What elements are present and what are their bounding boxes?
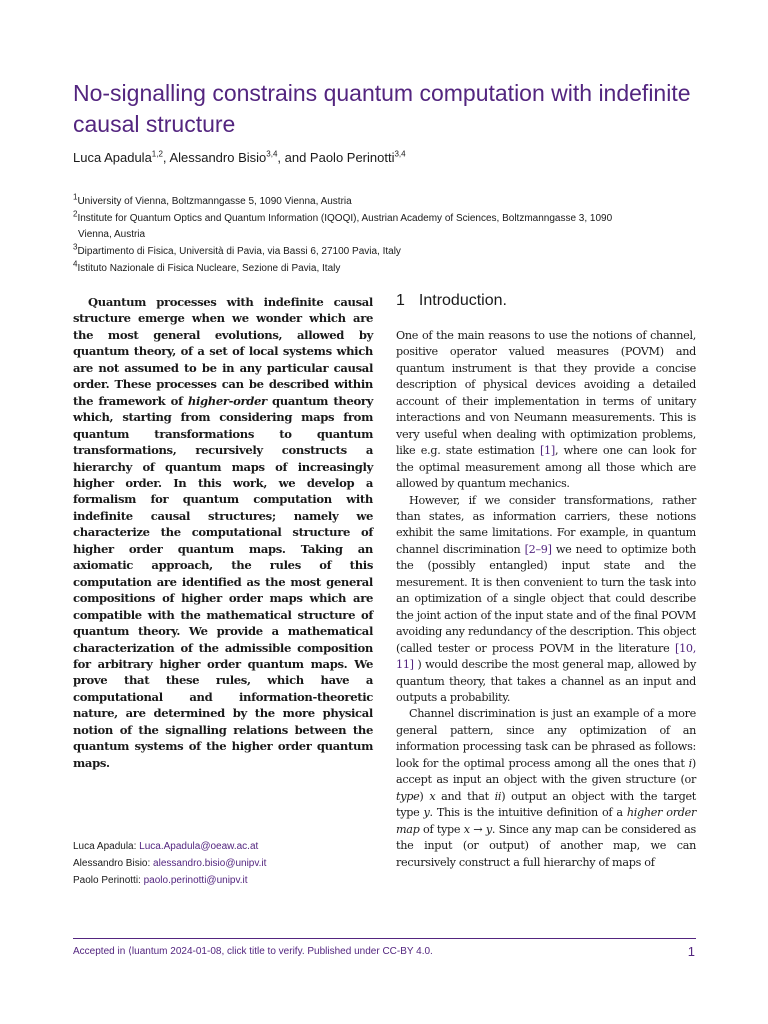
paragraph	[396, 493, 696, 707]
paragraph-text: we need to optimize both the (possibly entangled) input state and the mesurement. It is then convenient to turn the task into an optimization of a single object that could describe the joint action of the input state and of the final POVM avoiding any redundancy of the description. This object (called tester or process POVM in the literature	[396, 542, 696, 655]
math-italic: x → y	[463, 822, 492, 836]
affiliation-number: 4	[73, 259, 78, 269]
paragraph-text: One of the main reasons to use the notions of channel, positive operator valued measures (POVM) and quantum instrument is that they provide a concise description of physical devices avoiding a detailed account of their implementation in terms of unitary interactions and von Neumann measurements. This is very useful when dealing with optimization problems, like e.g. state estimation	[396, 329, 696, 458]
email-author: Paolo Perinotti:	[73, 875, 144, 886]
affiliations	[73, 194, 703, 278]
affiliation-number: 1	[73, 192, 78, 202]
author-list	[73, 150, 406, 165]
email-line	[73, 838, 266, 855]
citation-link[interactable]: [2–9]	[524, 542, 552, 556]
email-link[interactable]: Luca.Apadula@oeaw.ac.at	[139, 841, 259, 852]
author-name: Luca Apadula	[73, 150, 152, 165]
email-link[interactable]: paolo.perinotti@unipv.it	[143, 875, 248, 886]
abstract-emphasis: higher-order	[187, 393, 267, 408]
paragraph	[396, 328, 696, 493]
page-number: 1	[687, 944, 695, 959]
abstract-text: Quantum processes with indefinite causal structure emerge when we wonder which are the most general evolutions, allowed by quantum theory, of a set of local systems which are not assumed to be in any particular causal order. These processes can be described within the framework of	[73, 295, 373, 408]
email-line	[73, 855, 266, 872]
math-italic: x	[429, 789, 436, 803]
paragraph-text: ) accept as input an object with the given structure (or	[396, 756, 696, 787]
citation-link[interactable]: [1]	[539, 444, 555, 458]
section-number: 1	[396, 292, 405, 309]
affiliation	[73, 194, 703, 210]
section-heading	[396, 292, 507, 310]
paragraph	[396, 706, 696, 871]
author-affil-sup: 3,4	[266, 149, 278, 159]
author-name: Alessandro Bisio	[169, 150, 267, 165]
paragraph-text: . Since any map can be considered as the input (or output) of another map, we can recursively construct a full hierarchy of maps of	[396, 822, 696, 869]
paragraph-text: , where one can look for the optimal measurement among all those which are allowed by quantum mechanics.	[396, 444, 697, 491]
affiliation-continuation: Vienna, Austria	[78, 229, 146, 240]
math-italic: i	[688, 756, 692, 770]
affiliation-text: Istituto Nazionale di Fisica Nucleare, Sezione di Pavia, Italy	[77, 263, 341, 274]
affiliation	[73, 244, 703, 260]
author-affil-sup: 3,4	[394, 149, 406, 159]
affiliation	[73, 211, 703, 243]
paragraph-text: However, if we consider transformations, rather than states, as information carriers, these notions exhibit the same limitations. For example, in quantum channel discrimination	[396, 493, 696, 556]
emphasis: higher order map	[396, 806, 696, 836]
footer-divider	[73, 938, 696, 939]
author-emails	[73, 838, 266, 889]
email-author: Luca Apadula:	[73, 841, 140, 852]
paragraph-text: . This is the intuitive definition of a	[429, 806, 627, 820]
section-title: Introduction.	[418, 292, 507, 309]
email-link[interactable]: alessandro.bisio@unipv.it	[153, 858, 267, 869]
math-italic: y	[423, 806, 430, 820]
paragraph-text: ) output an object with the target type	[396, 789, 697, 820]
math-italic: ii	[494, 789, 502, 803]
paragraph-text: ) would describe the most general map, allowed by quantum theory, that takes a channel as an input and outputs a probability.	[396, 658, 696, 704]
citation-link[interactable]: [10, 11]	[396, 641, 696, 672]
paper-title[interactable]: No-signalling constrains quantum computation with indefinite causal structure	[73, 80, 691, 137]
abstract-text: quantum theory which, starting from considering maps from quantum transformations to quantum transformations, recursively constructs a hierarchy of quantum maps of increasingly higher order. In this work, we develop a formalism for quantum computation with indefinite causal structures; namely we characterize the computational structure of higher order quantum maps. Taking an axiomatic approach, the rules of this computation are identified as the most general compositions of higher order maps which are compatible with the mathematical structure of quantum theory. We provide a mathematical characterization of the admissible composition for arbitrary higher order quantum maps. We prove that these rules, which have a computational and information-theoretic nature, are determined by the more physical notion of the signalling relations between the quantum systems of the higher order quantum maps.	[73, 393, 373, 770]
affiliation-text: Institute for Quantum Optics and Quantum Information (IQOQI), Austrian Academy of Sciences, Boltzmanngasse 3, 1090	[77, 213, 613, 224]
email-author: Alessandro Bisio:	[73, 858, 154, 869]
author-affil-sup: 1,2	[151, 149, 163, 159]
affiliation-number: 3	[73, 242, 78, 252]
author-name: Paolo Perinotti	[309, 150, 395, 165]
paragraph-text: Channel discrimination is just an example of a more general pattern, since any optimization of an information processing task can be phrased as follows: look for the optimal process among all the ones that	[396, 707, 696, 770]
affiliation	[73, 261, 703, 277]
abstract	[73, 294, 373, 771]
introduction-body	[396, 328, 696, 871]
paragraph-text: and that	[435, 789, 495, 803]
author-separator: ,	[162, 150, 170, 165]
author-separator: , and	[277, 150, 310, 165]
affiliation-text: University of Vienna, Boltzmanngasse 5, 1090 Vienna, Austria	[77, 196, 352, 207]
affiliation-number: 2	[73, 209, 78, 219]
affiliation-text: Dipartimento di Fisica, Università di Pavia, via Bassi 6, 27100 Pavia, Italy	[77, 246, 401, 257]
emphasis: type	[396, 789, 420, 803]
paragraph-text: of type	[419, 822, 464, 836]
email-line	[73, 872, 266, 889]
paragraph-text: )	[419, 789, 430, 803]
footer-acceptance-note[interactable]: Accepted in ⟨luantum 2024-01-08, click title to verify. Published under CC-BY 4.0.	[73, 946, 433, 957]
